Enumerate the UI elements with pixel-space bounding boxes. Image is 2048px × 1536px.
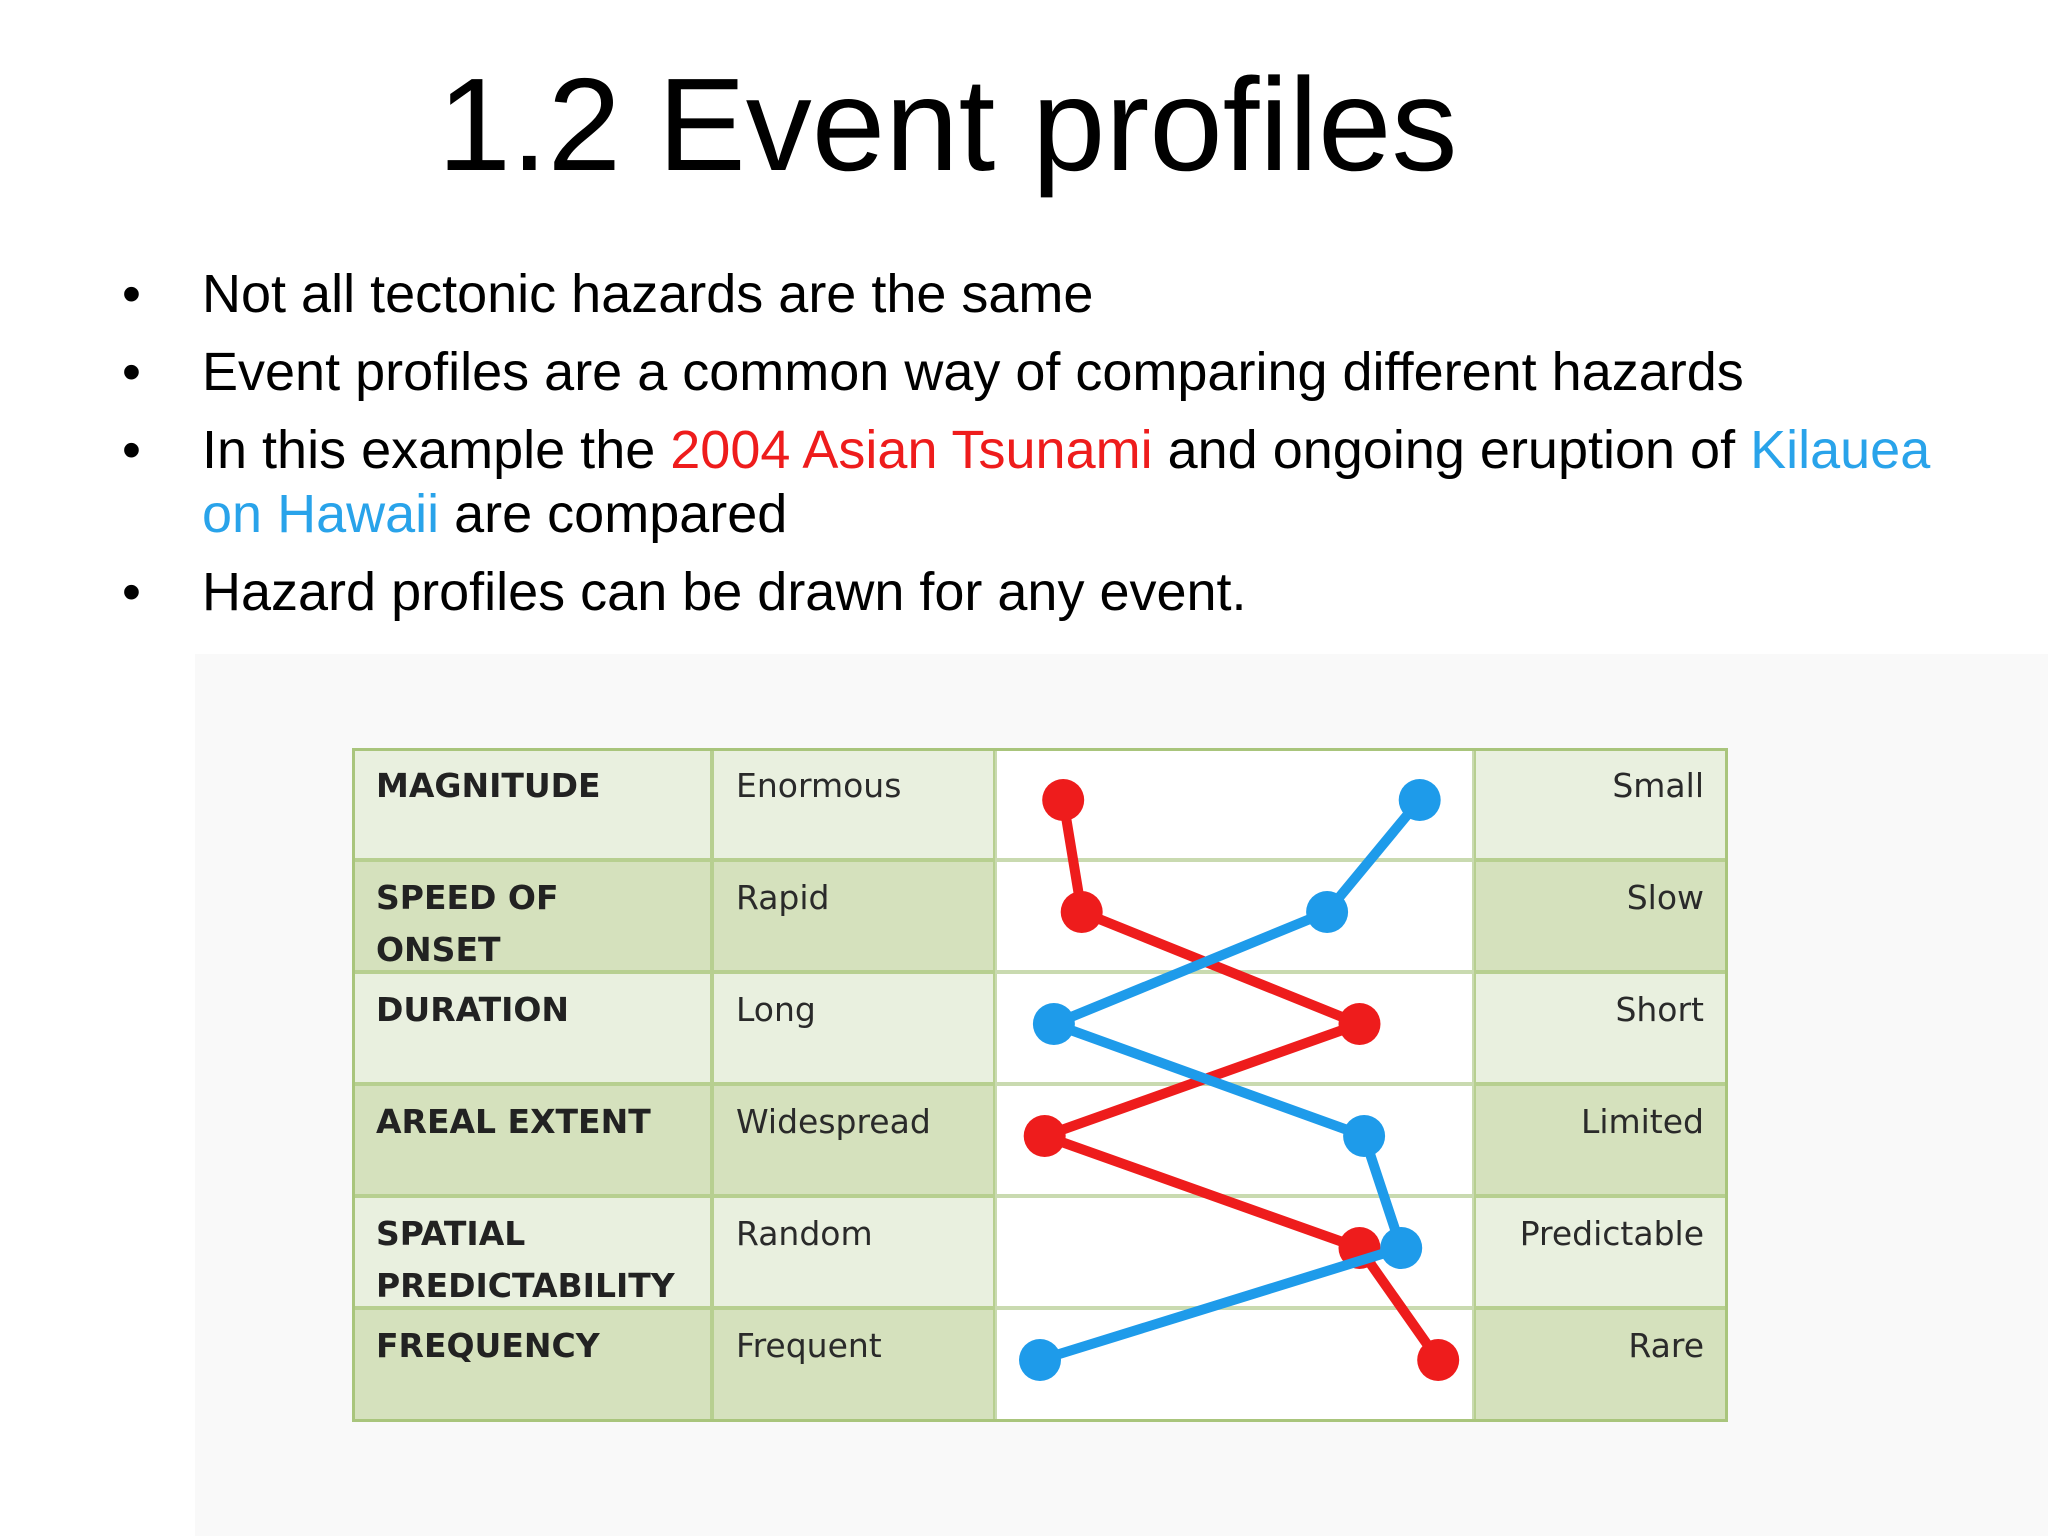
bullet-text: Event profiles are a common way of comparing different hazards [202,342,1744,402]
bullet-text: In this example the [202,420,671,480]
series-point [1019,1339,1061,1381]
profile-lines [352,748,1728,1422]
row-left-term: Widespread [712,1084,995,1196]
row-label: SPATIAL PREDICTABILITY [352,1196,712,1308]
series-point [1343,1115,1385,1157]
row-right-term: Predictable [1474,1196,1728,1308]
row-left-term: Rapid [712,860,995,972]
bullet-item [120,560,1940,624]
bullet-text: and ongoing eruption of [1152,420,1751,480]
row-right-term: Short [1474,972,1728,1084]
row-left-term: Frequent [712,1308,995,1422]
series-point [1399,779,1441,821]
bullet-marker: • [122,562,141,622]
row-label: MAGNITUDE [352,748,712,860]
row-label: SPEED OF ONSET [352,860,712,972]
row-left-term: Long [712,972,995,1084]
series-point [1042,779,1084,821]
series-point [1380,1227,1422,1269]
slide-title: 1.2 Event profiles [437,51,1458,198]
bullet-item [120,262,1940,326]
row-left-term: Random [712,1196,995,1308]
bullet-text: 2004 Asian Tsunami [670,420,1153,480]
bullet-text: Not all tectonic hazards are the same [202,264,1094,324]
bullet-marker: • [122,420,141,480]
row-right-term: Slow [1474,860,1728,972]
series-point [1033,1003,1075,1045]
series-point [1024,1115,1066,1157]
bullet-marker: • [122,264,141,324]
row-left-term: Enormous [712,748,995,860]
series-line [1040,800,1420,1360]
series-point [1061,891,1103,933]
row-right-term: Small [1474,748,1728,860]
bullet-text: Kilauea on Hawaii [202,420,1931,544]
series-point [1417,1339,1459,1381]
series-point [1339,1003,1381,1045]
row-label: FREQUENCY [352,1308,712,1422]
bullet-item [120,418,1940,546]
row-right-term: Limited [1474,1084,1728,1196]
row-right-term: Rare [1474,1308,1728,1422]
row-label: AREAL EXTENT [352,1084,712,1196]
series-point [1306,891,1348,933]
bullet-item [120,340,1940,404]
event-profile-chart [352,748,1728,1422]
series-line [1045,800,1439,1360]
bullet-marker: • [122,342,141,402]
row-label: DURATION [352,972,712,1084]
bullet-list [120,262,1940,638]
bullet-text: are compared [439,484,788,544]
bullet-text: Hazard profiles can be drawn for any event. [202,562,1247,622]
